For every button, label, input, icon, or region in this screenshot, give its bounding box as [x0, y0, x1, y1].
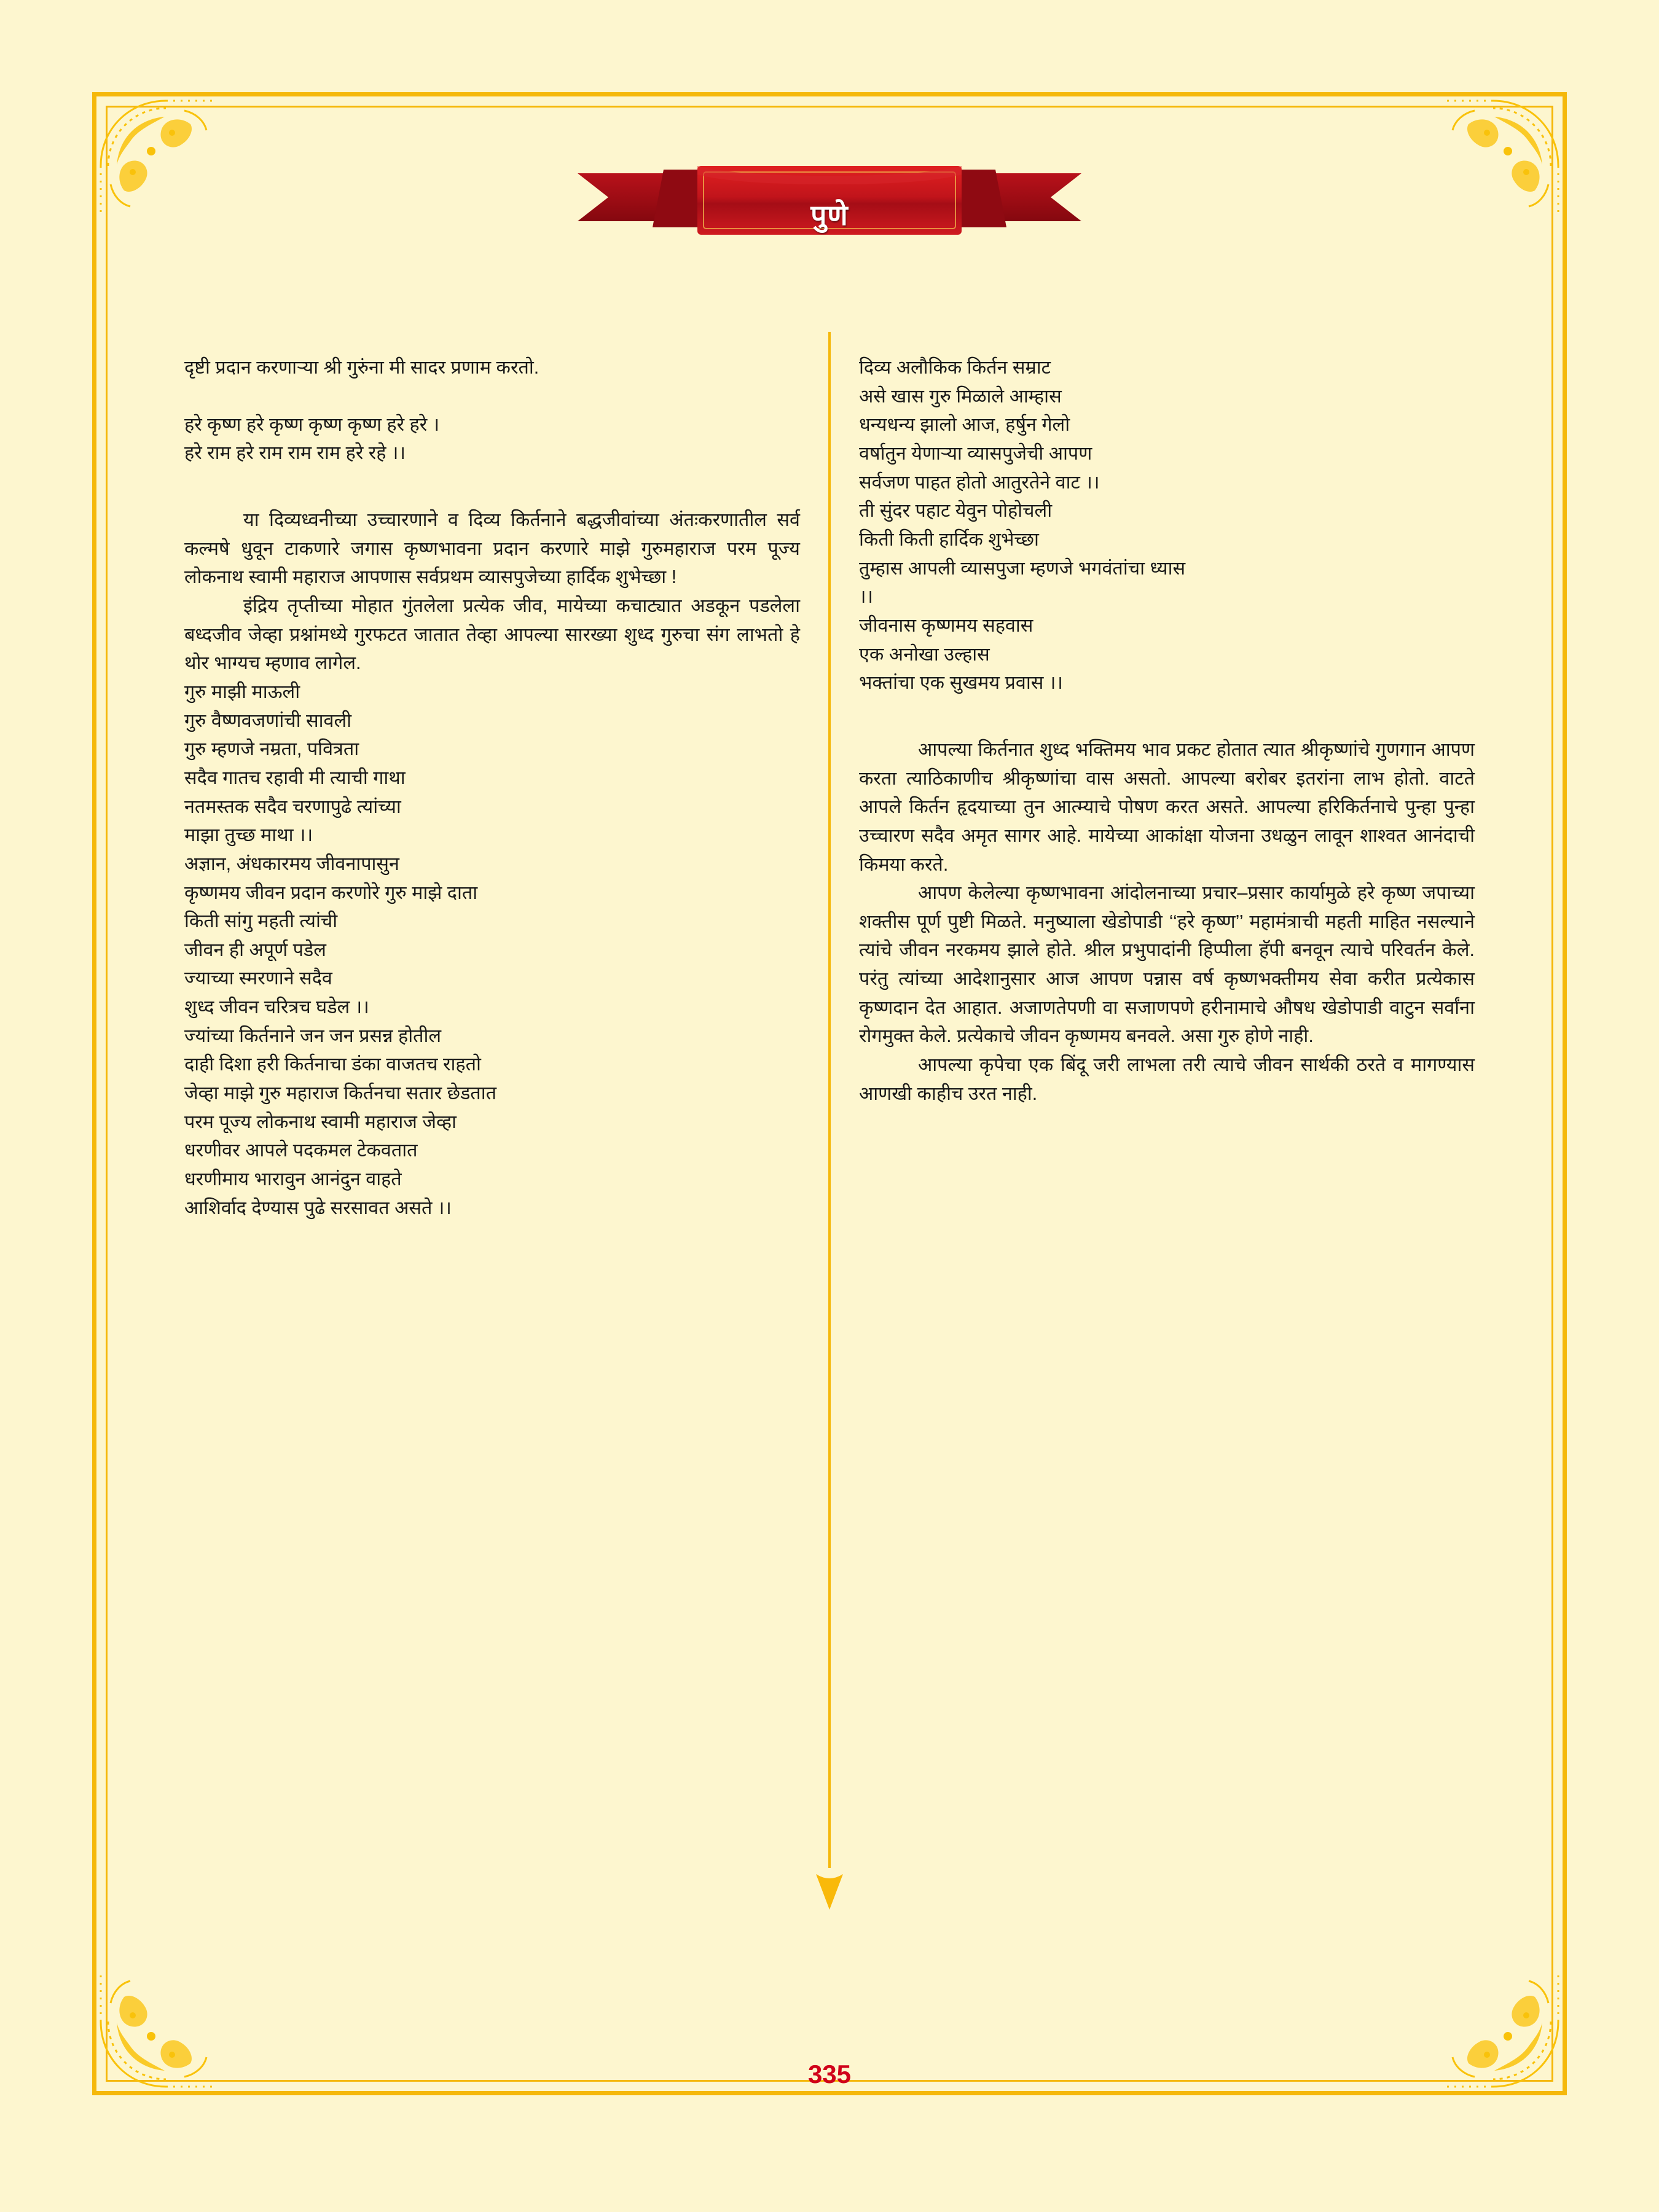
verse-line: किती सांगु महती त्यांची — [184, 911, 338, 932]
verse-line: तुम्हास आपली व्यासपुजा म्हणजे भगवंतांचा ध्यास — [859, 557, 1186, 579]
verse-line: सदैव गातच रहावी मी त्याची गाथा — [184, 767, 406, 788]
verse-line: गुरु माझी माऊली — [184, 681, 300, 702]
body-paragraph: आपण केलेल्या कृष्णभावना आंदोलनाच्या प्रचार–प्रसार कार्यामुळे हरे कृष्ण जपाच्या शक्तीस पूर्ण पुष्टी मिळते. मनुष्याला खेडोपाडी ‘‘हरे कृष्ण’’ महामंत्राची महती माहित नसल्याने त्यांचे जीवन नरकमय झाले होते. श्रील प्रभुपादांनी हिप्पीला हॅपी बनवून त्याचे परिवर्तन केले. परंतु त्यांच्या आदेशानुसार आज आपण पन्नास वर्ष कृष्णभक्तीमय सेवा करीत प्रत्येकास कृष्णदान देत आहात. अजाणतेपणी वा सजाणपणे हरीनामाचे औषध खेडोपाडी वाटुन सर्वांना रोगमुक्त केले. प्रत्येकाचे जीवन कृष्णमय बनवले. असा गुरु होणे नाही. — [859, 882, 1475, 1047]
body-paragraph: आपल्या कृपेचा एक बिंदू जरी लाभला तरी त्याचे जीवन सार्थकी ठरते व मागण्यास आणखी काहीच उरत नाही. — [859, 1054, 1475, 1104]
left-text-column — [184, 353, 800, 1954]
verse-line: ती सुंदर पहाट येवुन पोहोचली — [859, 500, 1053, 522]
verse-line: अज्ञान, अंधकारमय जीवनापासुन — [184, 853, 399, 874]
verse-line: आशिर्वाद देण्यास पुढे सरसावत असते ।। — [184, 1197, 452, 1218]
verse-line: जेव्हा माझे गुरु महाराज कि‌र्तनचा सतार छेडतात — [184, 1083, 496, 1104]
verse-line: वर्षातुन येणाऱ्या व्यासपुजेची आपण — [859, 442, 1092, 464]
body-paragraph: इंद्रिय तृप्तीच्या मोहात गुंतलेला प्रत्येक जीव, मायेच्या कचाट्यात अडकून पडलेला बध्दजीव जेव्हा प्रश्नांमध्ये गुरफटत जातात तेव्हा आपल्या सारख्या शुध्द गुरुचा संग लाभतो हे थोर भाग्यच म्हणाव लागेल. — [184, 595, 800, 674]
verse-line: ।। — [859, 586, 874, 608]
paragraph-spacer — [184, 468, 800, 506]
verse-line: एक अनोखा उल्हास — [859, 643, 990, 665]
body-paragraph: दृष्टी प्रदान करणाऱ्या श्री गुरुंना मी सादर प्रणाम करतो. — [184, 357, 539, 378]
verse-line: गुरु वैष्णवजणांची सावली — [184, 710, 352, 731]
verse-line: धरणीमाय भारावुन आनंदुन वाहते — [184, 1169, 402, 1190]
body-paragraph: या दिव्यध्वनीच्या उच्चारणाने व दिव्य कि‌र्तनाने बद्धजीवांच्या अंतःकरणातील सर्व कल्मषे धुवून टाकणारे जगास कृष्णभावना प्रदान करणारे माझे गुरुमहाराज परम पूज्य लोकनाथ स्वामी महाराज आपणास सर्वप्रथम व्यासपुजेच्या हार्दिक शुभेच्छा ! — [184, 509, 800, 588]
verse-line: हरे राम हरे राम राम राम हरे रहे ।। — [184, 442, 406, 464]
verse-line: गुरु म्हणजे नम्रता, पवित्रता — [184, 739, 359, 760]
body-paragraph: आपल्या कि‌र्तनात शुध्द भक्तिमय भाव प्रकट होतात त्यात श्रीकृष्णांचे गुणगान आपण करता त्याठिकाणीच श्रीकृष्णांचा वास असतो. आपल्या बरोबर इतरांना लाभ होतो. वाटते आपले कि‌र्तन हृदयाच्या तुन आत्म्याचे पोषण करत असते. आपल्या हरिकि‌र्तनाचे पुन्हा पुन्हा उच्चारण सदैव अमृत सागर आहे. मायेच्या आकांक्षा योजना उधळुन लावून शाश्वत आनंदाची किमया करते. — [859, 739, 1475, 875]
verse-line: हरे कृष्ण हरे कृष्ण कृष्ण कृष्ण हरे हरे । — [184, 414, 440, 435]
verse-line: शुध्द जीवन चरित्रच घडेल ।। — [184, 997, 369, 1018]
verse-line: किती किती हार्दिक शुभेच्छा — [859, 528, 1039, 550]
verse-line: जीवनास कृष्णमय सहवास — [859, 614, 1033, 636]
verse-line: धरणीवर आपले पदकमल टेकवतात — [184, 1140, 418, 1161]
verse-line: भक्तांचा एक सुखमय प्रवास ।। — [859, 672, 1063, 694]
verse-line: सर्वजण पाहत होतो आतुरतेने वाट ।। — [859, 471, 1100, 493]
verse-line: ज्यांच्या कि‌र्तनाने जन जन प्रसन्न होतील — [184, 1025, 442, 1046]
verse-line: माझा तुच्छ माथा ।। — [184, 825, 313, 846]
verse-line: जीवन ही अपूर्ण पडेल — [184, 939, 326, 960]
verse-line: नतमस्तक सदैव चरणापुढे त्यांच्या — [184, 796, 401, 817]
ribbon-title: पुणे — [810, 199, 849, 231]
verse-line: दिव्य अलौकिक कि‌र्तन सम्राट — [859, 357, 1051, 378]
verse-line: परम पूज्य लोकनाथ स्वामी महाराज जेव्हा — [184, 1111, 457, 1132]
verse-line: ज्याच्या स्मरणाने सदैव — [184, 968, 332, 989]
ribbon-banner — [571, 147, 1088, 264]
paragraph-spacer — [859, 697, 1475, 735]
verse-line: धन्यधन्य झालो आज, हर्षुन गेलो — [859, 414, 1070, 436]
verse-line: कृष्णमय जीवन प्रदान करणोरे गुरु माझे दाता — [184, 882, 478, 903]
right-text-column — [859, 353, 1475, 1954]
text-columns — [184, 353, 1475, 1954]
page-number: 335 — [807, 2060, 852, 2088]
paragraph-spacer — [184, 382, 800, 410]
verse-line: असे खास गुरु मिळाले आम्हास — [859, 385, 1062, 407]
verse-line: दाही दिशा हरी कि‌र्तनाचा डंका वाजतच राहतो — [184, 1054, 481, 1075]
